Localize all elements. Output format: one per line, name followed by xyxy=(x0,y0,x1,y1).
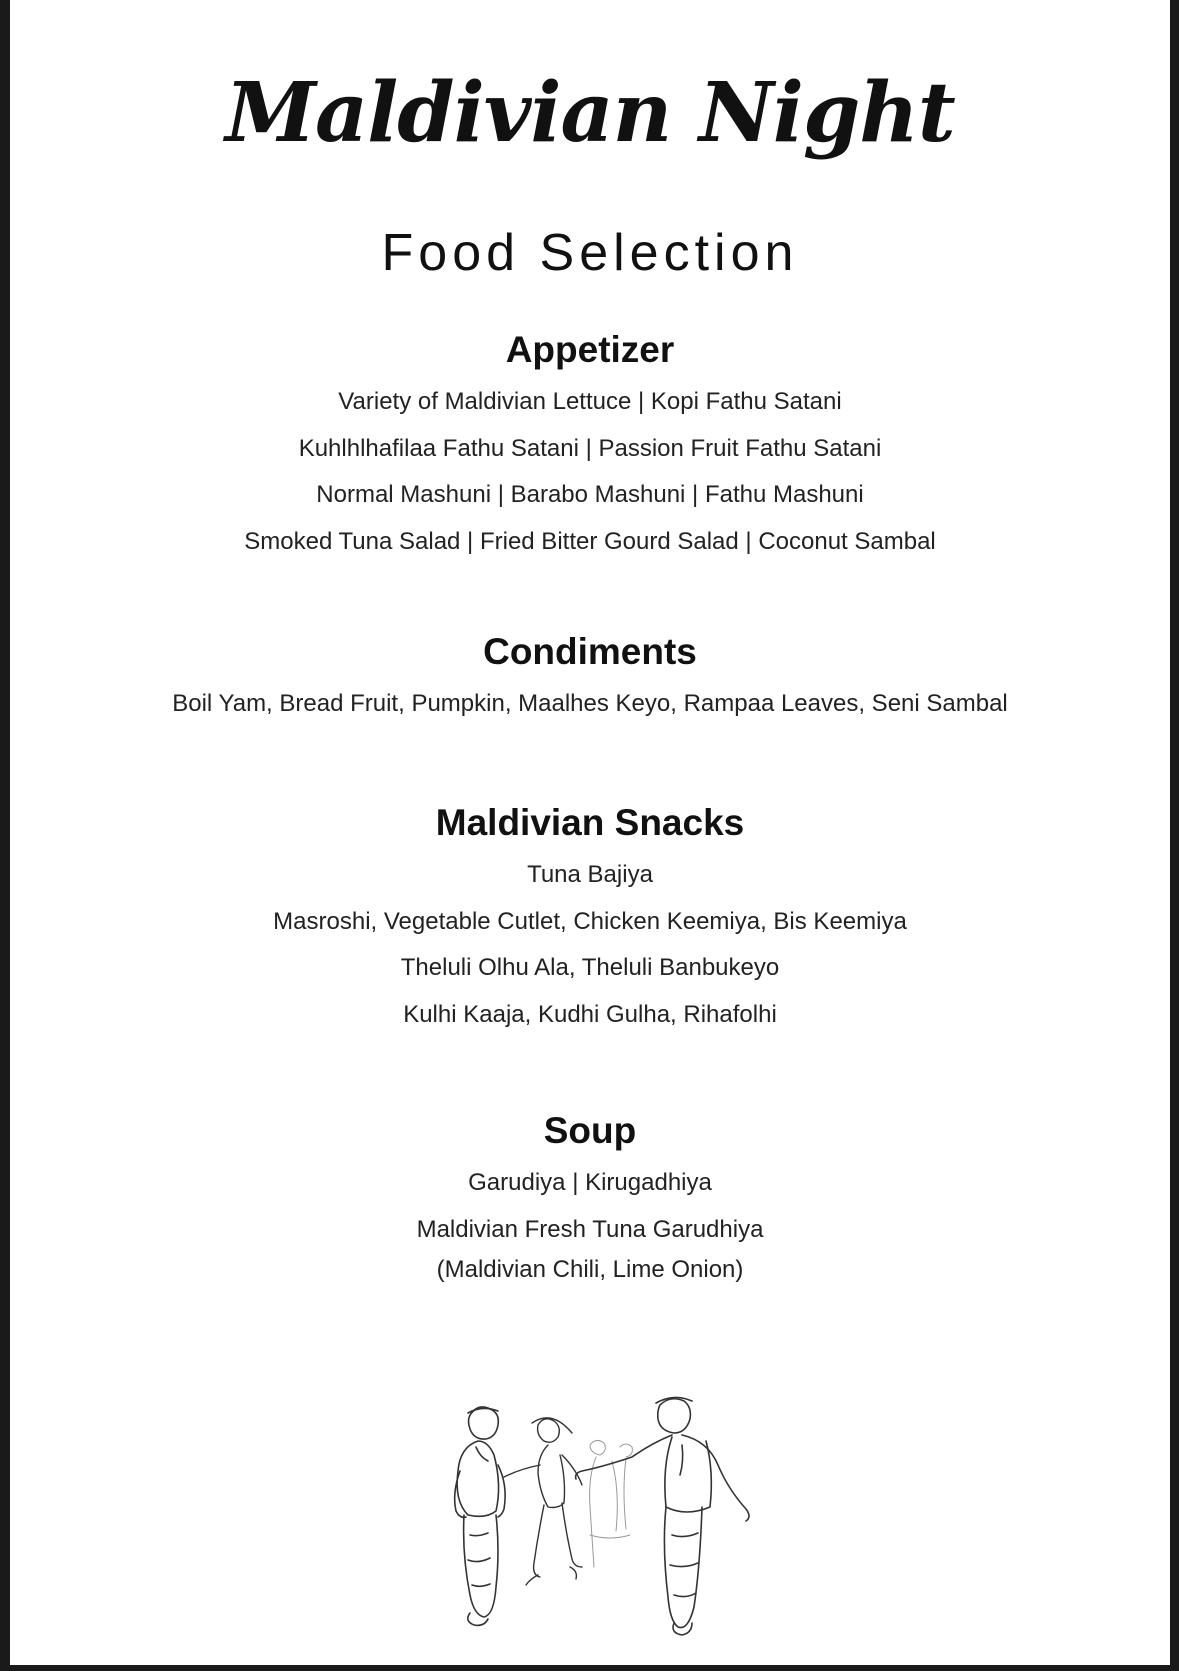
menu-line: Kuhlhlhafilaa Fathu Satani | Passion Fruit Fathu Satani xyxy=(298,434,882,462)
menu-line: Boil Yam, Bread Fruit, Pumpkin, Maalhes Keyo, Rampaa Leaves, Seni Sambal xyxy=(172,690,1008,717)
section-maldivian-snacks xyxy=(10,800,1170,1038)
section-appetizer xyxy=(10,327,1170,565)
menu-line: Normal Mashuni | Barabo Mashuni | Fathu Mashuni xyxy=(316,481,864,508)
menu-line: Variety of Maldivian Lettuce | Kopi Fathu Satani xyxy=(338,388,842,415)
menu-line: Maldivian Fresh Tuna Garudhiya xyxy=(416,1215,764,1243)
menu-line: Theluli Olhu Ala, Theluli Banbukeyo xyxy=(400,954,780,981)
menu-line: Smoked Tuna Salad | Fried Bitter Gourd Salad | Coconut Sambal xyxy=(244,527,936,555)
menu-line: (Maldivian Chili, Lime Onion) xyxy=(436,1256,744,1283)
menu-title: Maldivian Night xyxy=(225,65,955,161)
section-soup xyxy=(10,1108,1170,1287)
menu-line: Masroshi, Vegetable Cutlet, Chicken Keemiya, Bis Keemiya xyxy=(273,907,907,935)
section-heading: Condiments xyxy=(483,631,697,672)
section-heading: Maldivian Snacks xyxy=(435,802,745,843)
menu-subtitle: Food Selection xyxy=(381,224,799,282)
menu-page xyxy=(10,0,1170,1665)
menu-line: Kulhi Kaaja, Kudhi Gulha, Rihafolhi xyxy=(403,1000,777,1028)
menu-line: Garudiya | Kirugadhiya xyxy=(468,1169,712,1196)
dancers-sketch-icon xyxy=(420,1385,800,1645)
section-condiments xyxy=(10,629,1170,728)
section-heading: Soup xyxy=(543,1110,637,1151)
menu-line: Tuna Bajiya xyxy=(527,861,653,888)
section-heading: Appetizer xyxy=(505,329,675,370)
